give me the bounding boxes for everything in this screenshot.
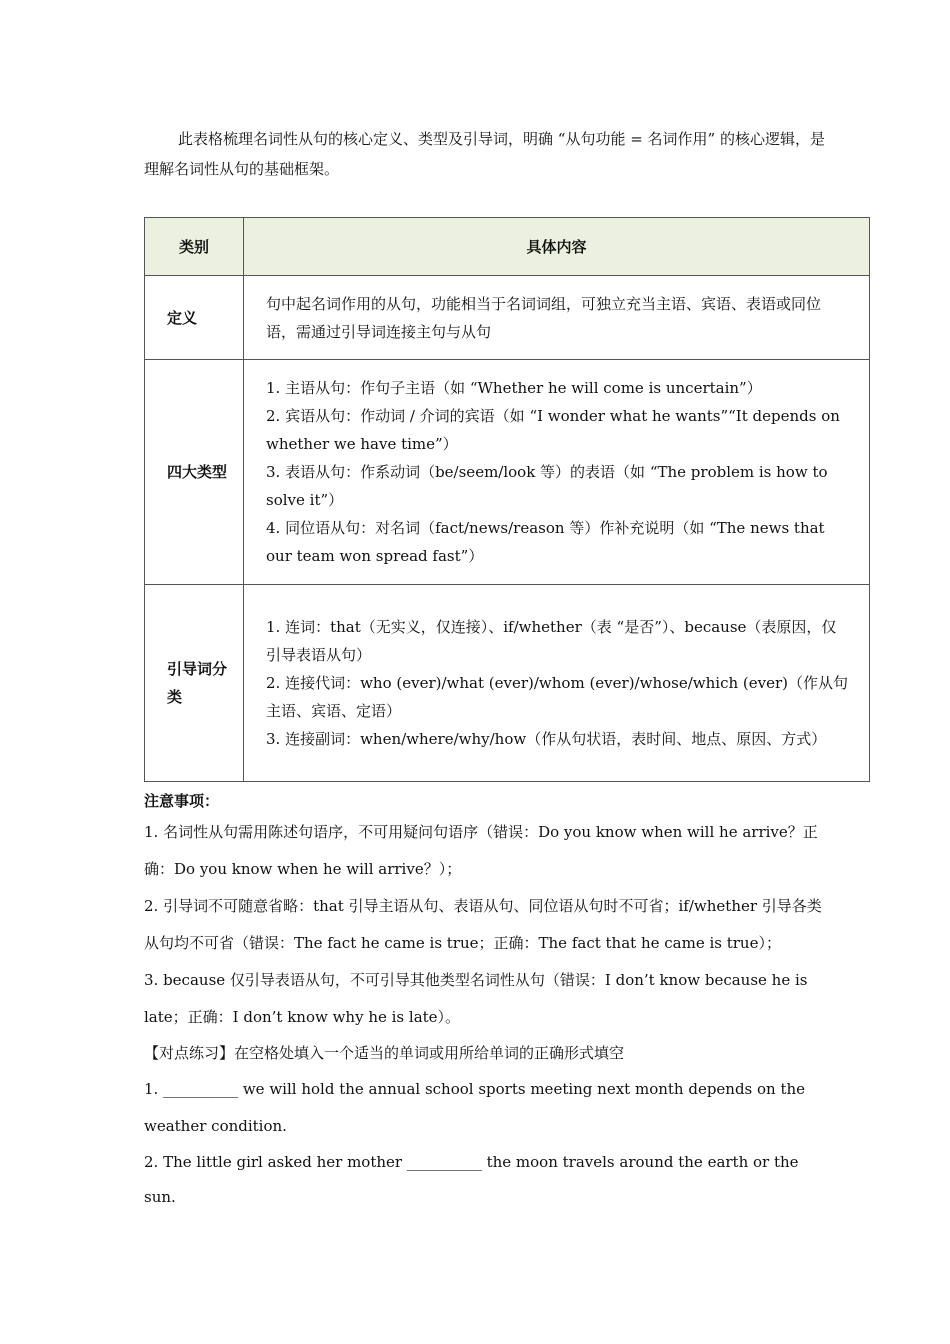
content-line: 句中起名词作用的从句，功能相当于名词词组，可独立充当主语、宾语、表语或同位语，需通过引导词连接主句与从句: [266, 294, 822, 341]
table-row: [145, 276, 870, 360]
content-line: 2. 宾语从句：作动词 / 介词的宾语（如 “I wonder what he wants”“It depends on whether we have time”）: [266, 407, 840, 453]
exercise-item: 1. __________ we will hold the annual school sports meeting next month depends on the weather condition.: [144, 1080, 806, 1135]
content-line: 1. 连词：that（无实义，仅连接）、if/whether（表 “是否”）、because（表原因，仅引导表语从句）: [266, 618, 837, 664]
notes-title: 注意事项：: [144, 792, 220, 810]
row-content: [244, 276, 870, 360]
summary-table: [144, 217, 870, 782]
exercise-title: 【对点练习】在空格处填入一个适当的单词或用所给单词的正确形式填空: [144, 1044, 625, 1062]
header-content: 具体内容: [244, 218, 870, 276]
content-line: 4. 同位语从句：对名词（fact/news/reason 等）作补充说明（如 “The news that our team won spread fast”）: [266, 519, 825, 565]
table-header-row: [145, 218, 870, 276]
exercise-item: 2. The little girl asked her mother __________ the moon travels around the earth or the sun.: [144, 1153, 799, 1206]
note-item: 3. because 仅引导表语从句，不可引导其他类型名词性从句（错误：I don’t know because he is late；正确：I don’t know why he is late）。: [144, 971, 808, 1026]
content-line: 2. 连接代词：who (ever)/what (ever)/whom (ever)/whose/which (ever)（作从句主语、宾语、定语）: [266, 674, 848, 720]
row-category: 定义: [145, 276, 244, 360]
note-item: 2. 引导词不可随意省略：that 引导主语从句、表语从句、同位语从句时不可省；if/whether 引导各类从句均不可省（错误：The fact he came is true；正确：The fact that he came is true）；: [144, 897, 822, 952]
intro-paragraph: 此表格梳理名词性从句的核心定义、类型及引导词，明确 “从句功能 = 名词作用” 的核心逻辑，是理解名词性从句的基础框架。: [144, 130, 825, 178]
content-line: 1. 主语从句：作句子主语（如 “Whether he will come is uncertain”）: [266, 379, 762, 397]
notes-section: [144, 788, 834, 1215]
row-category: 四大类型: [145, 360, 244, 585]
table-row: [145, 360, 870, 585]
table-row: [145, 585, 870, 782]
note-item: 1. 名词性从句需用陈述句语序，不可用疑问句语序（错误：Do you know when will he arrive？正确：Do you know when he will arrive？）；: [144, 823, 818, 878]
row-content: [244, 585, 870, 782]
header-category: 类别: [145, 218, 244, 276]
row-content: [244, 360, 870, 585]
content-line: 3. 表语从句：作系动词（be/seem/look 等）的表语（如 “The problem is how to solve it”）: [266, 463, 828, 509]
content-line: 3. 连接副词：when/where/why/how（作从句状语，表时间、地点、原因、方式）: [266, 730, 827, 748]
row-category: 引导词分类: [145, 585, 244, 782]
